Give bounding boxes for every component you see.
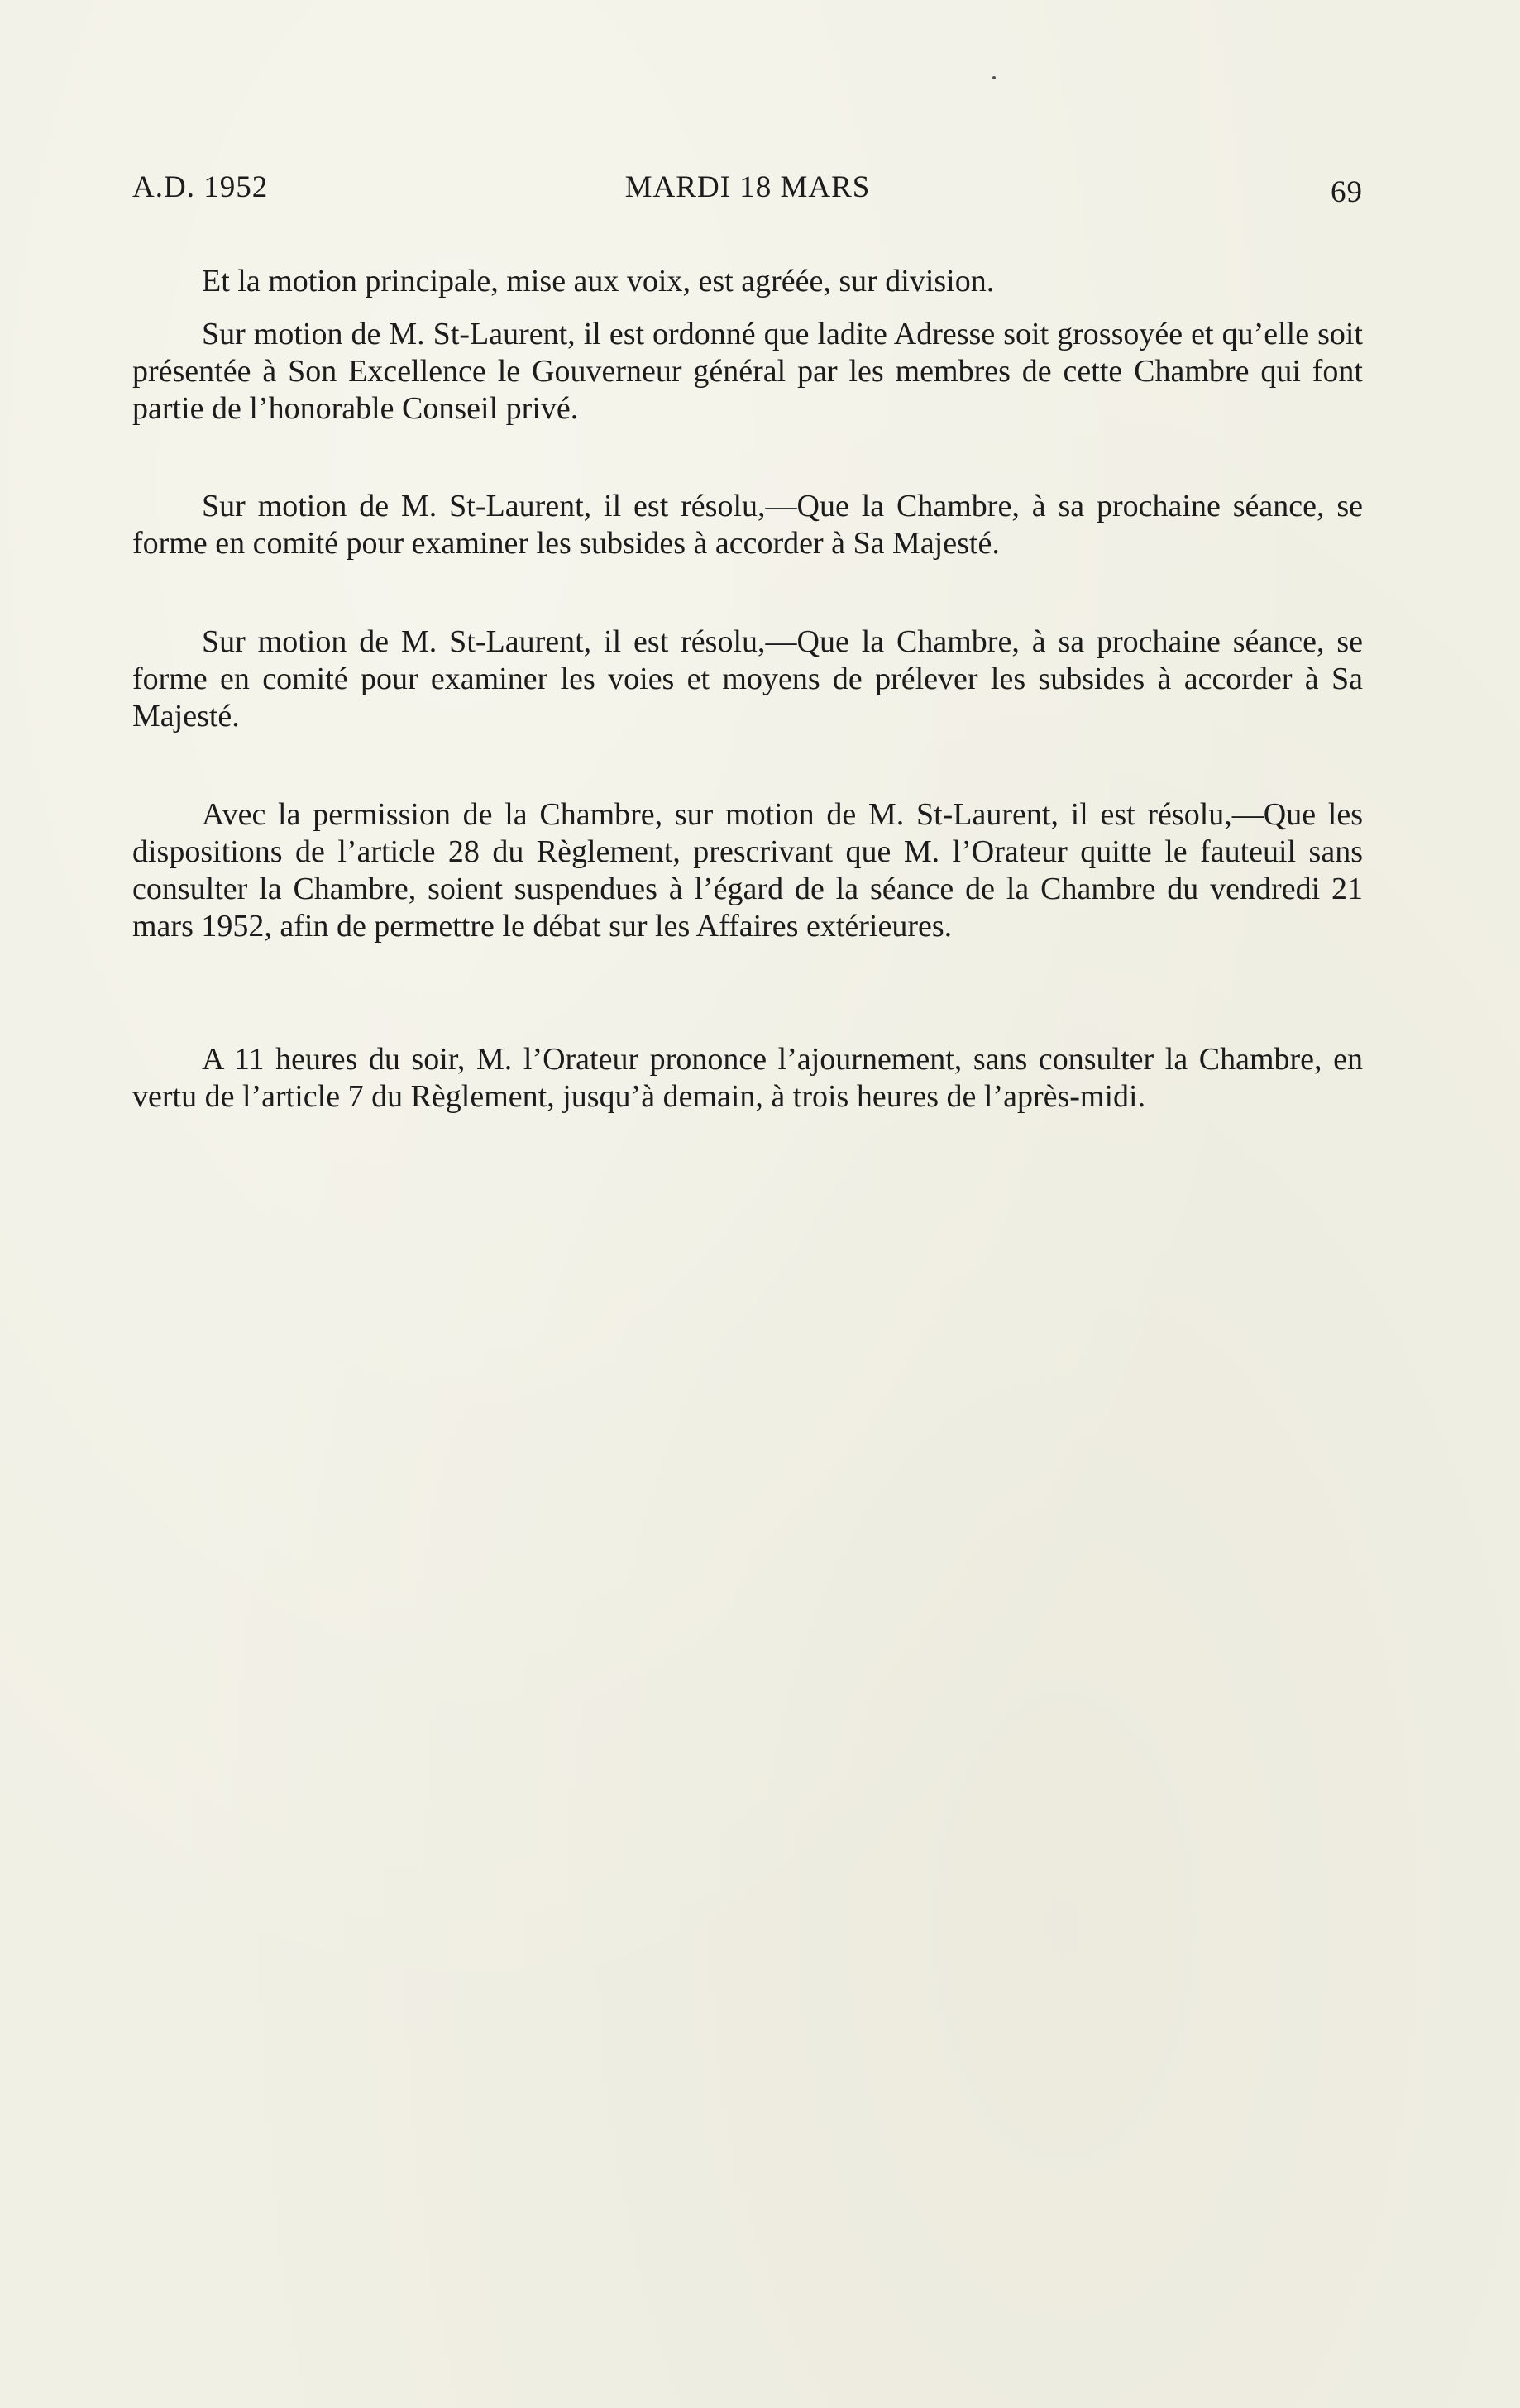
header-year: A.D. 1952 — [132, 170, 269, 204]
paragraph-supply-committee — [132, 488, 1363, 562]
paragraph-motion-agreed — [132, 263, 1363, 300]
paragraph-text: Avec la permission de la Chambre, sur motion de M. St-Laurent, il est résolu,—Que les dispositions de l’article 28 du Règlement, prescrivant que M. l’Orateur quitte le fauteuil sans consulter la Chambre, soient suspendues à l’égard de la séance de la Chambre du vendredi 21 mars 1952, afin de permettre le débat sur les Affaires extérieures. — [132, 797, 1363, 944]
paragraph-address-engrossed — [132, 316, 1363, 428]
paragraph-text: Sur motion de M. St-Laurent, il est résolu,—Que la Chambre, à sa prochaine séance, se forme en comité pour examiner les subsides à accorder à Sa Majesté. — [132, 489, 1363, 561]
paper-speck — [992, 76, 996, 79]
running-header — [132, 170, 1363, 211]
paragraph-standing-order-28 — [132, 796, 1363, 945]
paragraph-text: Sur motion de M. St-Laurent, il est ordonné que ladite Adresse soit grossoyée et qu’elle soit présentée à Son Excellence le Gouverneur général par les membres de cette Chambre qui font partie de l’honorable Conseil privé. — [132, 317, 1363, 426]
header-date: MARDI 18 MARS — [624, 170, 871, 204]
page-number: 69 — [1331, 175, 1363, 209]
paragraph-ways-and-means — [132, 624, 1363, 735]
paragraph-text: A 11 heures du soir, M. l’Orateur prononce l’ajournement, sans consulter la Chambre, en vertu de l’article 7 du Règlement, jusqu’à demain, à trois heures de l’après-midi. — [132, 1042, 1363, 1114]
paragraph-text: Sur motion de M. St-Laurent, il est résolu,—Que la Chambre, à sa prochaine séance, se forme en comité pour examiner les voies et moyens de prélever les subsides à accorder à Sa Majesté. — [132, 624, 1363, 733]
paragraph-text: Et la motion principale, mise aux voix, est agréée, sur division. — [202, 264, 995, 299]
paragraph-adjournment — [132, 1041, 1363, 1116]
